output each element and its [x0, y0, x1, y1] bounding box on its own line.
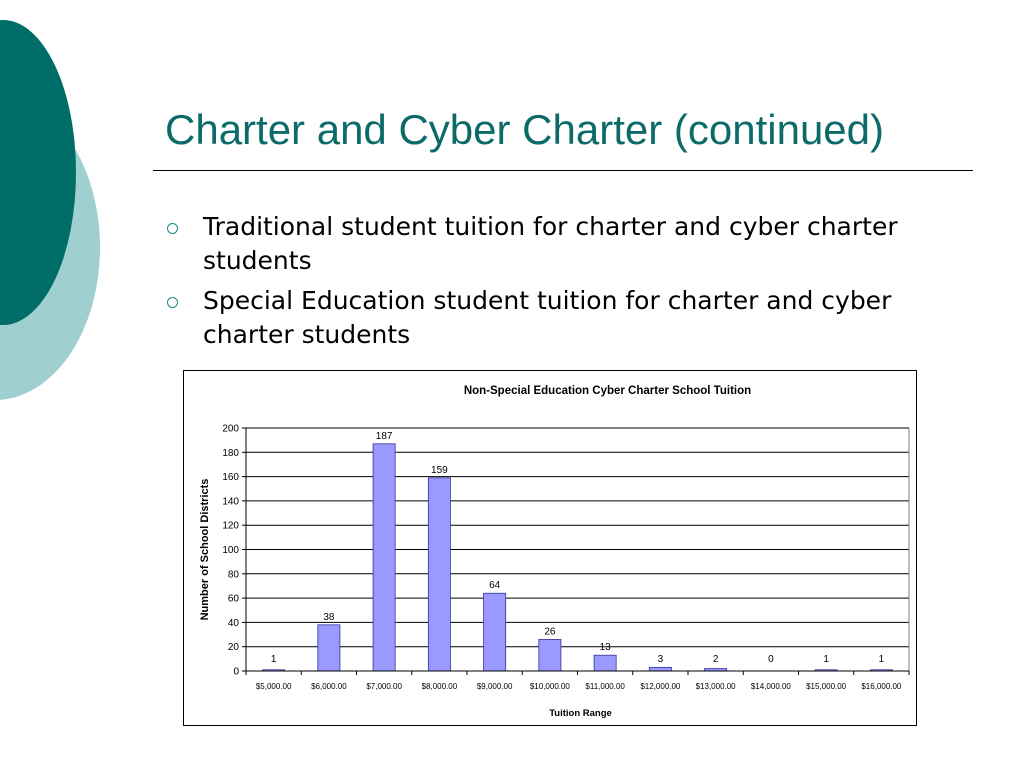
y-tick-label: 100	[222, 545, 239, 556]
hollow-circle-bullet-icon	[167, 297, 178, 308]
y-tick-label: 180	[222, 447, 239, 459]
data-label: 38	[323, 611, 335, 623]
data-label: 3	[657, 654, 664, 665]
data-label: 13	[599, 642, 611, 654]
x-tick-label: $5,000.00	[255, 682, 292, 691]
x-axis-label: Tuition Range	[549, 708, 612, 719]
bar	[428, 478, 450, 671]
chart-title: Non-Special Education Cyber Charter School Tuition	[463, 385, 752, 397]
bar	[594, 655, 616, 671]
bullet-text: Special Education student tuition for charter and cyber charter students	[203, 286, 892, 349]
y-tick-label: 40	[227, 617, 239, 629]
x-tick-label: $7,000.00	[366, 682, 402, 691]
y-tick-label: 0	[233, 666, 239, 678]
y-tick-label: 140	[222, 496, 239, 508]
title-divider	[153, 170, 973, 171]
x-tick-label: $8,000.00	[421, 682, 458, 691]
data-label: 1	[270, 654, 277, 665]
y-axis-label: Number of School Districts	[199, 478, 211, 621]
x-tick-label: $14,000.00	[750, 682, 791, 691]
x-tick-label: $15,000.00	[806, 682, 847, 691]
bullet-list	[165, 210, 925, 358]
bar	[318, 625, 340, 671]
data-label: 1	[878, 654, 885, 665]
x-tick-label: $16,000.00	[861, 682, 902, 691]
data-label: 26	[544, 626, 556, 638]
chart-frame	[183, 370, 917, 726]
y-tick-label: 160	[222, 472, 239, 484]
y-tick-label: 120	[222, 520, 239, 532]
y-tick-label: 200	[222, 423, 239, 435]
x-tick-label: $10,000.00	[529, 682, 570, 691]
y-tick-label: 60	[227, 593, 239, 605]
bar	[484, 593, 506, 671]
data-label: 64	[489, 580, 501, 592]
bar	[649, 667, 671, 671]
data-label: 0	[768, 654, 774, 665]
data-label: 159	[431, 464, 448, 476]
x-tick-label: $6,000.00	[311, 682, 347, 691]
hollow-circle-bullet-icon	[167, 223, 178, 234]
y-tick-label: 80	[227, 569, 239, 581]
slide-title: Charter and Cyber Charter (continued)	[165, 106, 885, 153]
x-tick-label: $9,000.00	[476, 682, 513, 691]
tuition-bar-chart	[184, 371, 916, 725]
bullet-item	[165, 284, 925, 352]
bullet-item	[165, 210, 925, 278]
data-label: 187	[375, 430, 393, 442]
data-label: 1	[823, 654, 829, 665]
data-label: 2	[712, 654, 719, 665]
x-tick-label: $11,000.00	[585, 682, 625, 691]
bar	[373, 444, 395, 671]
y-tick-label: 20	[227, 642, 239, 654]
x-tick-label: $12,000.00	[640, 682, 681, 691]
bullet-text: Traditional student tuition for charter and cyber charter students	[203, 212, 898, 275]
x-tick-label: $13,000.00	[695, 682, 736, 691]
bar	[539, 639, 561, 671]
